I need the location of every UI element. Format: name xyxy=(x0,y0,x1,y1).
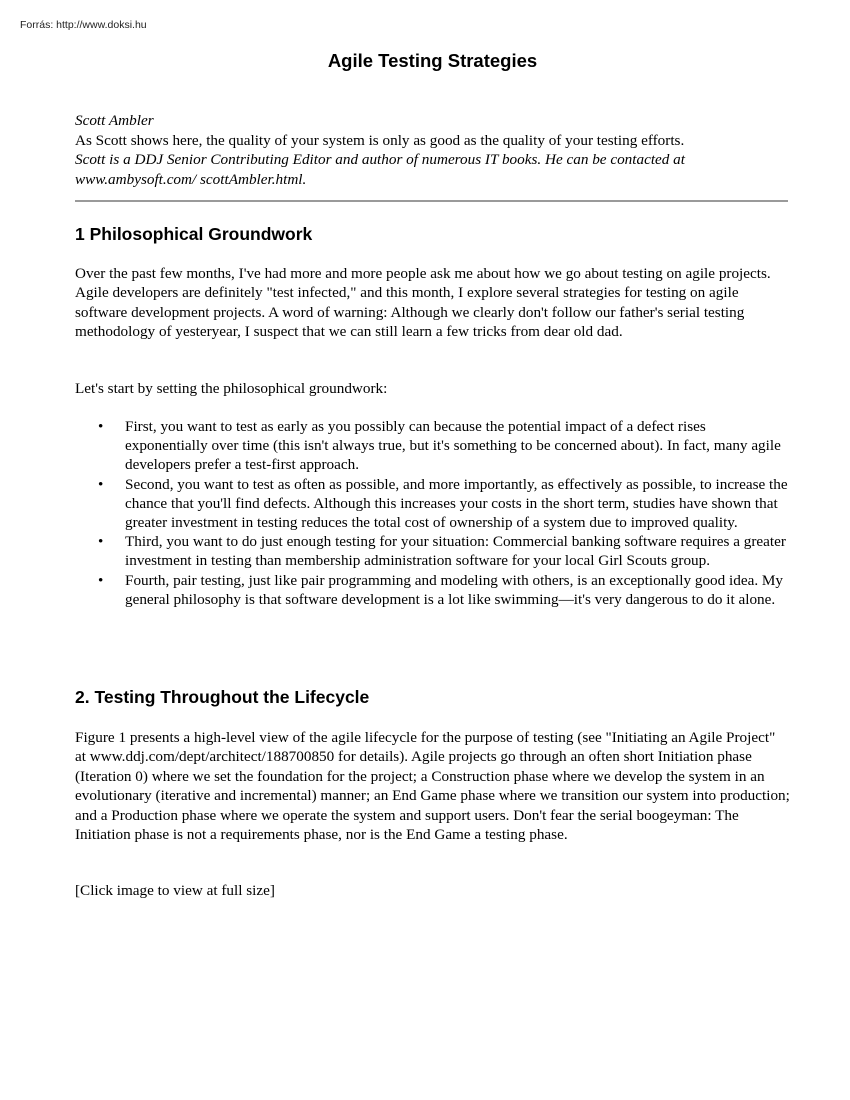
bullet-icon: • xyxy=(98,418,104,435)
list-item-text: Second, you want to test as often as possible, and more importantly, as effectively as possible, to increase the chance that you'll find defects. Although this increases your costs in the short term, studies have shown that greater investment in testing reduces the total cost of ownership of a system due to improved quality. xyxy=(125,475,788,532)
section-1-lead: Let's start by setting the philosophical groundwork: xyxy=(75,380,388,397)
author-name: Scott Ambler xyxy=(75,112,154,129)
section-heading-2: 2. Testing Throughout the Lifecycle xyxy=(75,687,370,707)
bullet-icon: • xyxy=(98,571,104,589)
list-item xyxy=(98,417,790,475)
section-2-body: Figure 1 presents a high-level view of the agile lifecycle for the purpose of testing (see "Initiating an Agile Project" at www.ddj.com/dept/architect/188700850 for details). Agile projects go through an often short Initiation phase (Iteration 0) where we set the foundation for the project; a Construction phase where we develop the system in an evolutionary (iterative and incremental) manner; an End Game phase where we transition our system into production; and a Production phase where we operate the system and support users. Don't fear the serial boogeyman: The Initiation phase is not a requirements phase, nor is the End Game a testing phase. xyxy=(75,729,790,844)
byline xyxy=(75,111,790,189)
divider xyxy=(75,200,788,202)
list-item-text: First, you want to test as early as you possibly can because the potential impact of a defect rises exponentially over time (this isn't always true, but it's something to be concerned about). In fact, many agile developers prefer a test-first approach. xyxy=(125,418,781,474)
list-item-text: Fourth, pair testing, just like pair programming and modeling with others, is an exceptionally good idea. My general philosophy is that software development is a lot like swimming—it's very dangerous to do it alone. xyxy=(125,571,784,608)
list-item xyxy=(98,475,790,533)
page-title: Agile Testing Strategies xyxy=(327,50,538,71)
list-item xyxy=(98,532,790,570)
list-item-text: Third, you want to do just enough testing for your situation: Commercial banking software requires a greater investment in testing than membership administration software for your local Girl Scouts group. xyxy=(125,533,786,570)
bullet-icon: • xyxy=(98,533,104,551)
list-item xyxy=(98,571,790,609)
author-bio: Scott is a DDJ Senior Contributing Editor and author of numerous IT books. He can be contacted at www.ambysoft.com/ scottAmbler.html. xyxy=(75,151,685,188)
source-line: Forrás: http://www.doksi.hu xyxy=(20,19,147,31)
article-summary: As Scott shows here, the quality of your system is only as good as the quality of your testing efforts. xyxy=(75,131,685,149)
section-heading-1: 1 Philosophical Groundwork xyxy=(75,224,313,244)
image-link[interactable]: [Click image to view at full size] xyxy=(75,882,275,899)
bullet-icon: • xyxy=(98,475,104,493)
bullet-list xyxy=(75,417,790,609)
section-1-intro: Over the past few months, I've had more and more people ask me about how we go about testing on agile projects. Agile developers are definitely "test infected," and this month, I explore several strategies for testing on agile software development projects. A word of warning: Although we clearly don't follow our father's serial testing methodology of yesteryear, I suspect that we can still learn a few tricks from dear old dad. xyxy=(75,265,771,341)
